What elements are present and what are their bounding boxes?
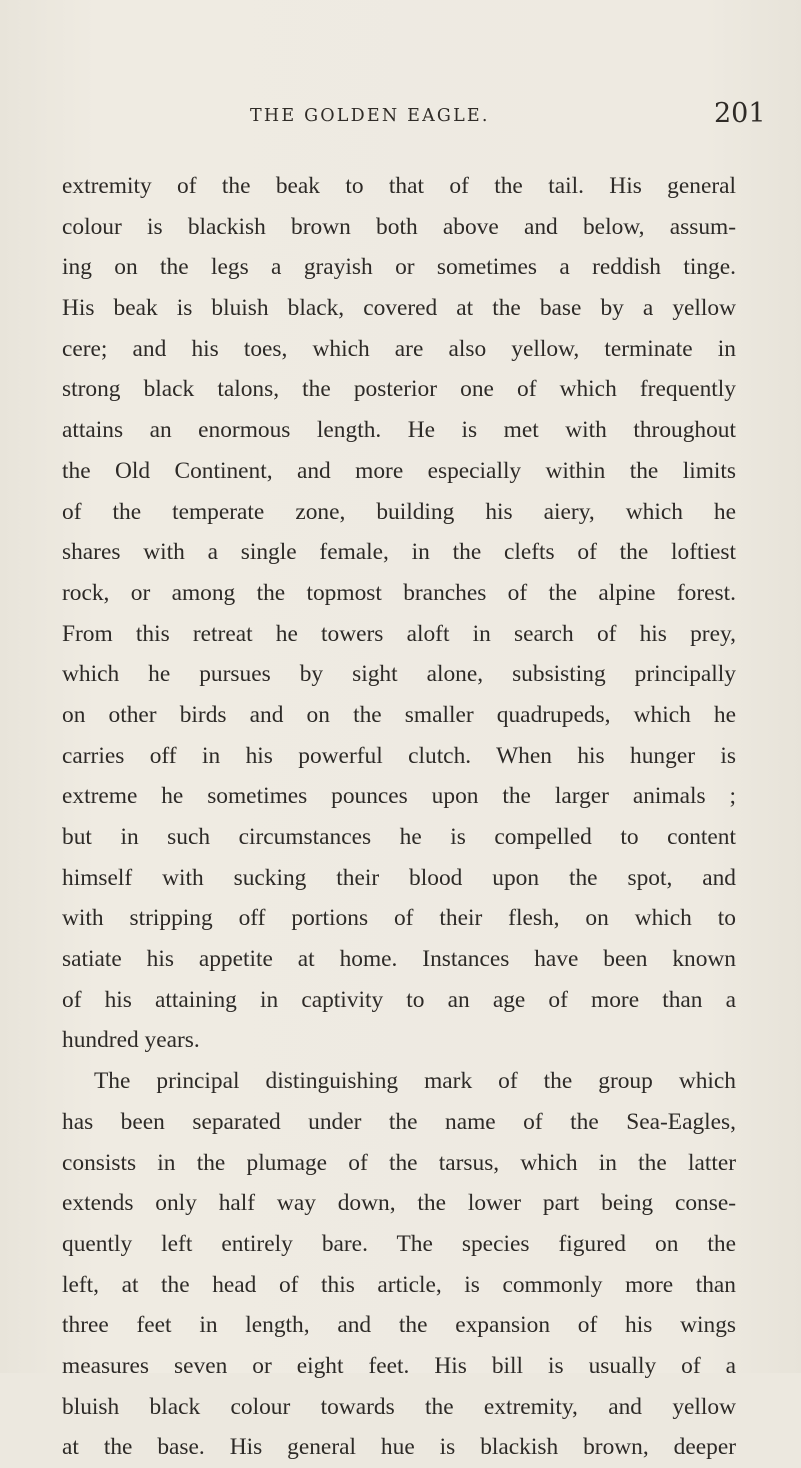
running-title: THE GOLDEN EAGLE. bbox=[250, 106, 490, 126]
text-line: colour is blackish brown both above and below, assum- bbox=[62, 213, 736, 240]
text-line: which he pursues by sight alone, subsisting principally bbox=[62, 661, 736, 688]
text-line: himself with sucking their blood upon the spot, and bbox=[62, 864, 736, 891]
text-line: has been separated under the name of the Sea-Eagles, bbox=[62, 1108, 736, 1135]
text-line: strong black talons, the posterior one of which frequently bbox=[62, 376, 736, 403]
page-header bbox=[0, 98, 801, 138]
text-line: but in such circumstances he is compelled to content bbox=[62, 824, 736, 850]
text-line: with stripping off portions of their flesh, on which to bbox=[62, 905, 736, 932]
text-line: satiate his appetite at home. Instances have been known bbox=[62, 946, 736, 973]
text-line: extremity of the beak to that of the tail. His general bbox=[62, 173, 736, 199]
text-line: at the base. His general hue is blackish brown, deeper bbox=[62, 1434, 736, 1461]
text-line: the Old Continent, and more especially within the limits bbox=[62, 457, 736, 484]
text-line: cere; and his toes, which are also yellow, terminate in bbox=[62, 335, 736, 362]
text-line: hundred years. bbox=[62, 1027, 200, 1054]
text-line: extends only half way down, the lower part being conse- bbox=[62, 1190, 736, 1217]
text-line: on other birds and on the smaller quadrupeds, which he bbox=[62, 701, 736, 728]
text-line: His beak is bluish black, covered at the base by a yellow bbox=[62, 295, 736, 322]
text-line: three feet in length, and the expansion of his wings bbox=[62, 1312, 736, 1339]
text-line: attains an enormous length. He is met with throughout bbox=[62, 417, 736, 444]
text-line: quently left entirely bare. The species figured on the bbox=[62, 1230, 736, 1257]
text-line: From this retreat he towers aloft in search of his prey, bbox=[62, 620, 736, 647]
text-line: extreme he sometimes pounces upon the larger animals ; bbox=[62, 783, 736, 810]
text-line: shares with a single female, in the clefts of the loftiest bbox=[62, 539, 736, 566]
text-line: of the temperate zone, building his aiery, which he bbox=[62, 498, 736, 525]
body-text bbox=[62, 166, 736, 1468]
text-line: bluish black colour towards the extremity, and yellow bbox=[62, 1393, 736, 1420]
page-number: 201 bbox=[714, 98, 766, 129]
text-line: of his attaining in captivity to an age of more than a bbox=[62, 986, 736, 1013]
text-line: ing on the legs a grayish or sometimes a reddish tinge. bbox=[62, 254, 736, 281]
text-line: carries off in his powerful clutch. When his hunger is bbox=[62, 742, 736, 769]
text-line: left, at the head of this article, is commonly more than bbox=[62, 1271, 736, 1298]
text-line: consists in the plumage of the tarsus, which in the latter bbox=[62, 1149, 736, 1176]
paragraph bbox=[62, 1061, 736, 1468]
paragraph bbox=[62, 166, 736, 1061]
text-line: rock, or among the topmost branches of the alpine forest. bbox=[62, 579, 736, 606]
text-line: measures seven or eight feet. His bill is usually of a bbox=[62, 1352, 736, 1379]
text-line: The principal distinguishing mark of the group which bbox=[94, 1068, 736, 1095]
